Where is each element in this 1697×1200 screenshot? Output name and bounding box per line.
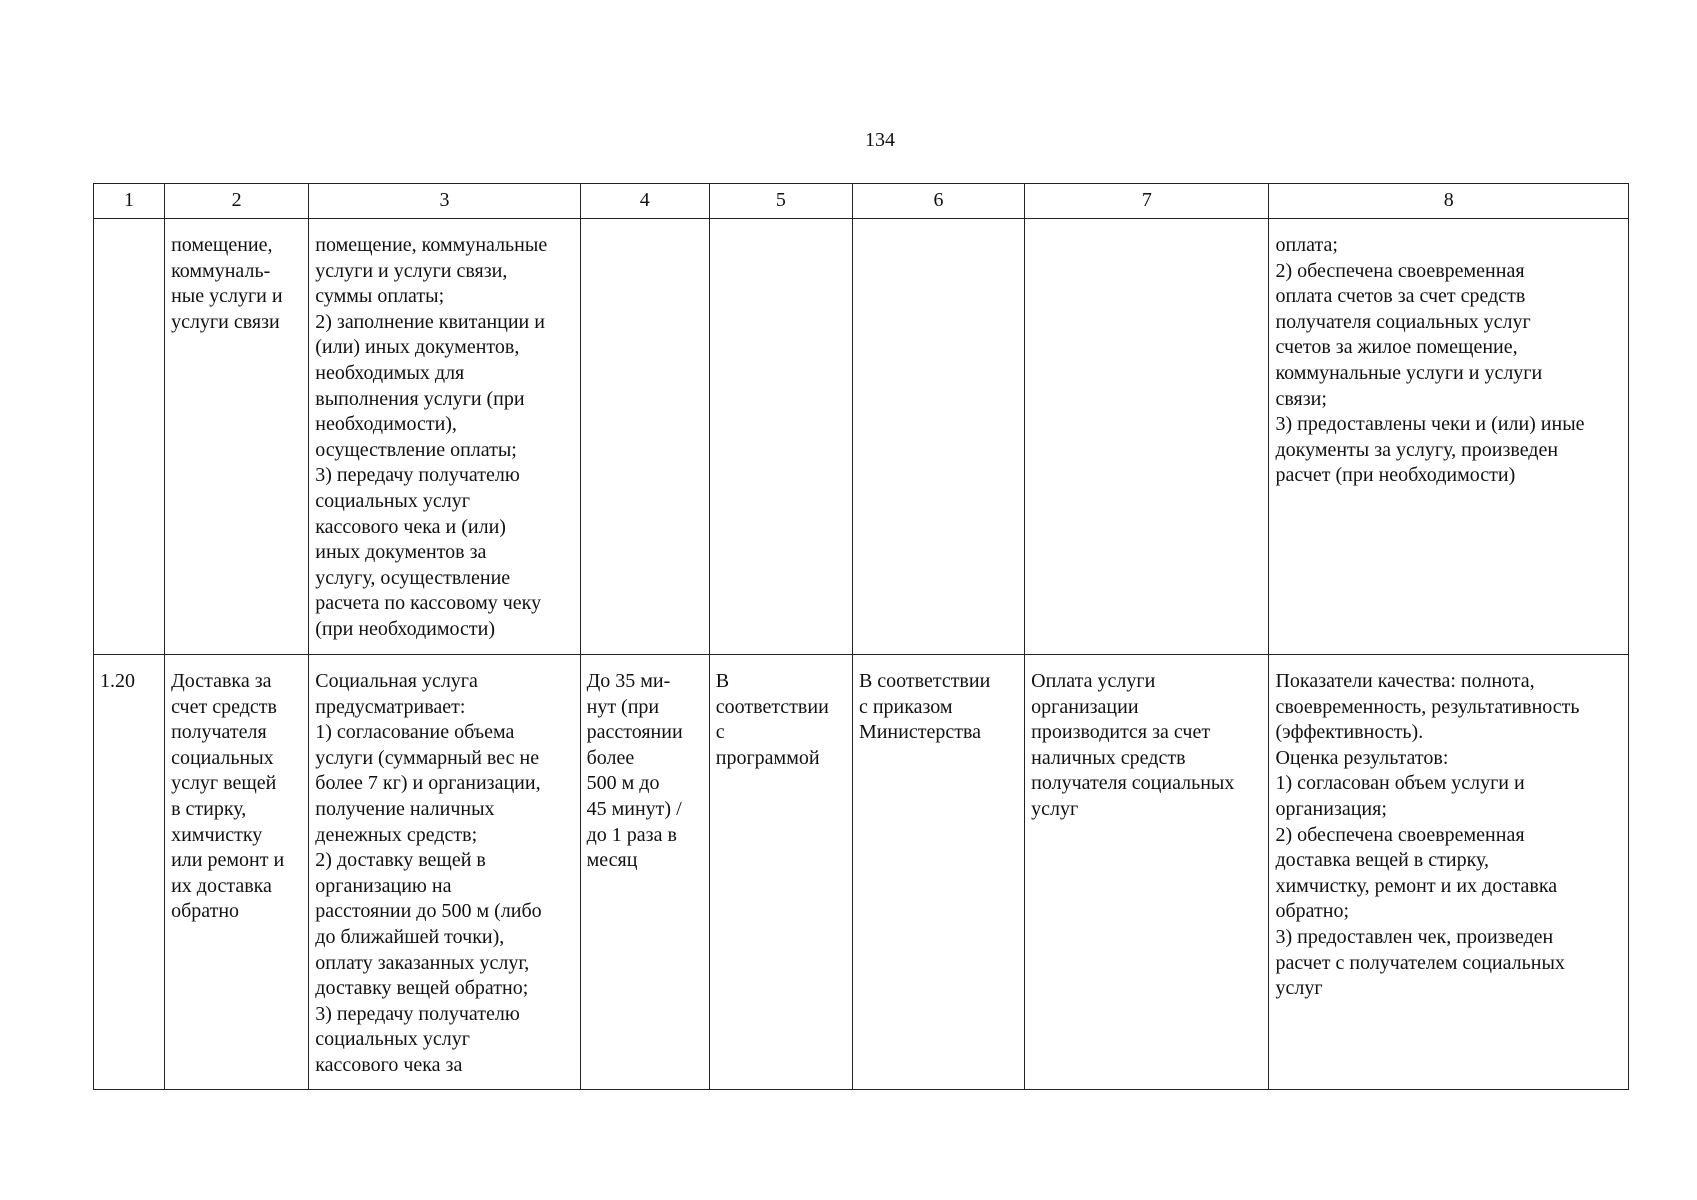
service-name-cell: Доставка за счет средств получателя социальных услуг вещей в стирку, химчистку или ремонт и их доставка обратно	[165, 655, 309, 1090]
item-number-cell: 1.20	[94, 655, 165, 1090]
provision-basis-cell: В соответствии с программой	[709, 655, 852, 1090]
column-header: 8	[1269, 184, 1629, 219]
column-header: 3	[309, 184, 580, 219]
column-header: 1	[94, 184, 165, 219]
column-header: 4	[580, 184, 709, 219]
regulation-cell	[852, 219, 1024, 655]
services-table	[93, 183, 1629, 1090]
quality-indicators-cell: оплата; 2) обеспечена своевременная оплата счетов за счет средств получателя социальных услуг счетов за жилое помещение, коммунальные услуги и услуги связи; 3) предоставлены чеки и (или) иные документы за услугу, произведен расчет (при необходимости)	[1269, 219, 1629, 655]
table-row	[94, 655, 1629, 1090]
page-number: 134	[865, 129, 895, 151]
service-description-cell: Социальная услуга предусматривает: 1) согласование объема услуги (суммарный вес не более 7 кг) и организации, получение наличных денежных средств; 2) доставку вещей в организацию на расстоянии до 500 м (либо до ближайшей точки), оплату заказанных услуг, доставку вещей обратно; 3) передачу получателю социальных услуг кассового чека за	[309, 655, 580, 1090]
provision-basis-cell	[709, 219, 852, 655]
table-row	[94, 219, 1629, 655]
time-norm-cell: До 35 ми- нут (при расстоянии более 500 м до 45 минут) / до 1 раза в месяц	[580, 655, 709, 1090]
column-number-row	[94, 184, 1629, 219]
column-header: 2	[165, 184, 309, 219]
quality-indicators-cell: Показатели качества: полнота, своевременность, результативность (эффективность). Оценка результатов: 1) согласован объем услуги и организация; 2) обеспечена своевременная доставка вещей в стирку, химчистку, ремонт и их доставка обратно; 3) предоставлен чек, произведен расчет с получателем социальных услуг	[1269, 655, 1629, 1090]
regulation-cell: В соответствии с приказом Министерства	[852, 655, 1024, 1090]
column-header: 7	[1025, 184, 1269, 219]
conditions-cell: Оплата услуги организации производится за счет наличных средств получателя социальных услуг	[1025, 655, 1269, 1090]
item-number-cell	[94, 219, 165, 655]
column-header: 5	[709, 184, 852, 219]
column-header: 6	[852, 184, 1024, 219]
service-description-cell: помещение, коммунальные услуги и услуги связи, суммы оплаты; 2) заполнение квитанции и (или) иных документов, необходимых для выполнения услуги (при необходимости), осуществление оплаты; 3) передачу получателю социальных услуг кассового чека и (или) иных документов за услугу, осуществление расчета по кассовому чеку (при необходимости)	[309, 219, 580, 655]
conditions-cell	[1025, 219, 1269, 655]
service-name-cell: помещение, коммуналь- ные услуги и услуги связи	[165, 219, 309, 655]
time-norm-cell	[580, 219, 709, 655]
